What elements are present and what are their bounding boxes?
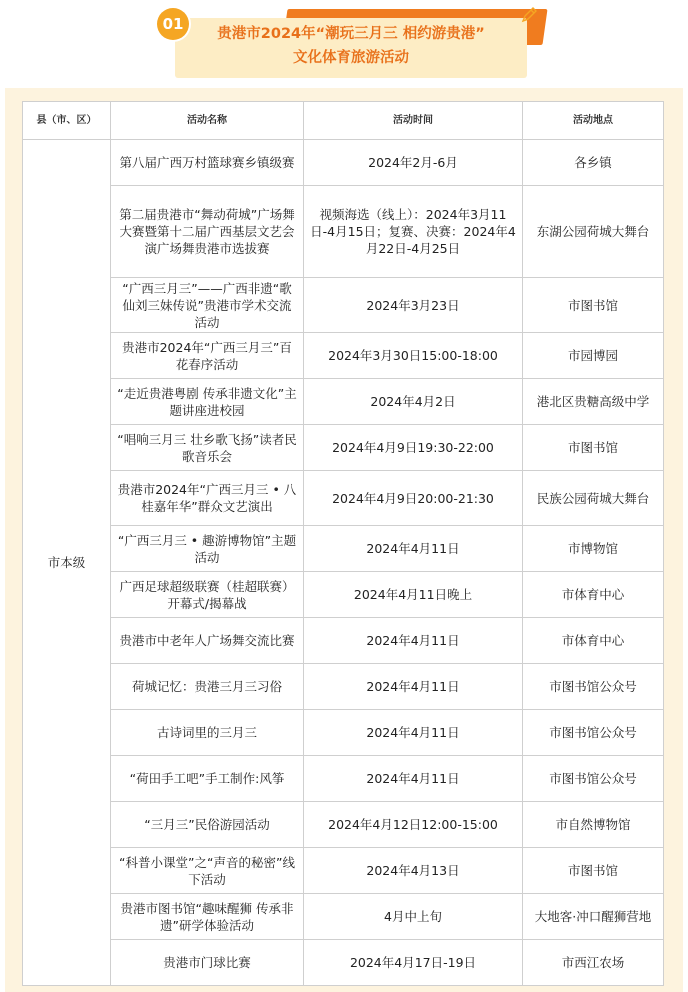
activity-name-cell: “三月三”民俗游园活动 xyxy=(111,802,304,848)
activity-place-cell: 大地客·冲口醒狮营地 xyxy=(523,894,664,940)
activity-place-cell: 市图书馆公众号 xyxy=(523,710,664,756)
activity-place-cell: 市自然博物馆 xyxy=(523,802,664,848)
activity-time-cell: 4月中上旬 xyxy=(304,894,523,940)
header-county: 县（市、区） xyxy=(23,102,111,140)
activity-name-cell: 贵港市中老年人广场舞交流比赛 xyxy=(111,618,304,664)
activity-place-cell: 东湖公园荷城大舞台 xyxy=(523,186,664,278)
table-row xyxy=(23,710,664,756)
activity-time-cell: 2024年4月11日 xyxy=(304,710,523,756)
activity-place-cell: 各乡镇 xyxy=(523,140,664,186)
table-row xyxy=(23,526,664,572)
activity-time-cell: 2024年4月11日 xyxy=(304,618,523,664)
table-row xyxy=(23,379,664,425)
header-activity-name: 活动名称 xyxy=(111,102,304,140)
activity-place-cell: 市园博园 xyxy=(523,333,664,379)
activity-time-cell: 2024年4月2日 xyxy=(304,379,523,425)
title-line-1: 贵港市2024年“潮玩三月三 相约游贵港” xyxy=(217,26,485,42)
pencil-icon xyxy=(519,5,539,25)
activity-time-cell: 2024年4月11日 xyxy=(304,664,523,710)
table-row xyxy=(23,471,664,526)
activity-name-cell: 贵港市2024年“广西三月三”百花春序活动 xyxy=(111,333,304,379)
activity-name-cell: “走近贵港粤剧 传承非遗文化”主题讲座进校园 xyxy=(111,379,304,425)
activity-time-cell: 2024年2月-6月 xyxy=(304,140,523,186)
activity-time-cell: 2024年4月11日 xyxy=(304,756,523,802)
activity-time-cell: 2024年3月30日15:00-18:00 xyxy=(304,333,523,379)
table-header-row xyxy=(23,102,664,140)
activity-place-cell: 市图书馆 xyxy=(523,278,664,333)
table-row xyxy=(23,894,664,940)
activity-table-wrapper xyxy=(22,101,663,986)
activity-time-cell: 2024年4月12日12:00-15:00 xyxy=(304,802,523,848)
activity-place-cell: 港北区贵糖高级中学 xyxy=(523,379,664,425)
table-row xyxy=(23,940,664,986)
activity-name-cell: 贵港市门球比赛 xyxy=(111,940,304,986)
activity-name-cell: 第二届贵港市“舞动荷城”广场舞大赛暨第十二届广西基层文艺会演广场舞贵港市选拔赛 xyxy=(111,186,304,278)
header-activity-time: 活动时间 xyxy=(304,102,523,140)
table-row xyxy=(23,848,664,894)
activity-place-cell: 市图书馆 xyxy=(523,848,664,894)
activity-place-cell: 市图书馆公众号 xyxy=(523,756,664,802)
activity-place-cell: 市西江农场 xyxy=(523,940,664,986)
table-row xyxy=(23,425,664,471)
activity-name-cell: 荷城记忆：贵港三月三习俗 xyxy=(111,664,304,710)
table-row xyxy=(23,278,664,333)
header-activity-place: 活动地点 xyxy=(523,102,664,140)
activity-place-cell: 民族公园荷城大舞台 xyxy=(523,471,664,526)
activity-name-cell: 广西足球超级联赛（桂超联赛）开幕式/揭幕战 xyxy=(111,572,304,618)
section-header xyxy=(0,0,688,88)
activity-place-cell: 市体育中心 xyxy=(523,618,664,664)
table-row xyxy=(23,756,664,802)
table-row xyxy=(23,333,664,379)
activity-name-cell: 贵港市2024年“广西三月三 • 八桂嘉年华”群众文艺演出 xyxy=(111,471,304,526)
activity-time-cell: 2024年3月23日 xyxy=(304,278,523,333)
table-row xyxy=(23,186,664,278)
activity-time-cell: 2024年4月9日20:00-21:30 xyxy=(304,471,523,526)
activity-name-cell: “广西三月三 • 趣游博物馆”主题活动 xyxy=(111,526,304,572)
table-body xyxy=(23,140,664,986)
table-row xyxy=(23,618,664,664)
activity-time-cell: 2024年4月11日晚上 xyxy=(304,572,523,618)
activity-time-cell: 2024年4月9日19:30-22:00 xyxy=(304,425,523,471)
activity-name-cell: 贵港市图书馆“趣味醒狮 传承非遗”研学体验活动 xyxy=(111,894,304,940)
table-row xyxy=(23,572,664,618)
activity-time-cell: 2024年4月11日 xyxy=(304,526,523,572)
activity-name-cell: “科普小课堂”之“声音的秘密”线下活动 xyxy=(111,848,304,894)
activity-name-cell: “荷田手工吧”手工制作:风筝 xyxy=(111,756,304,802)
activity-name-cell: 古诗词里的三月三 xyxy=(111,710,304,756)
activity-name-cell: “唱响三月三 壮乡歌飞扬”读者民歌音乐会 xyxy=(111,425,304,471)
activity-table xyxy=(22,101,664,986)
title-line-2: 文化体育旅游活动 xyxy=(293,50,409,66)
section-number-badge: 01 xyxy=(157,8,189,40)
activity-place-cell: 市博物馆 xyxy=(523,526,664,572)
activity-time-cell: 2024年4月13日 xyxy=(304,848,523,894)
activity-name-cell: 第八届广西万村篮球赛乡镇级赛 xyxy=(111,140,304,186)
page-title xyxy=(175,22,527,70)
table-row xyxy=(23,802,664,848)
activity-place-cell: 市图书馆公众号 xyxy=(523,664,664,710)
table-row xyxy=(23,664,664,710)
activity-name-cell: “广西三月三”——广西非遗“歌仙刘三妹传说”贵港市学术交流活动 xyxy=(111,278,304,333)
activity-time-cell: 2024年4月17日-19日 xyxy=(304,940,523,986)
activity-place-cell: 市体育中心 xyxy=(523,572,664,618)
activity-place-cell: 市图书馆 xyxy=(523,425,664,471)
activity-time-cell: 视频海选（线上）：2024年3月11日-4月15日；复赛、决赛：2024年4月22日-4月25日 xyxy=(304,186,523,278)
table-row xyxy=(23,140,664,186)
county-cell: 市本级 xyxy=(23,140,111,986)
